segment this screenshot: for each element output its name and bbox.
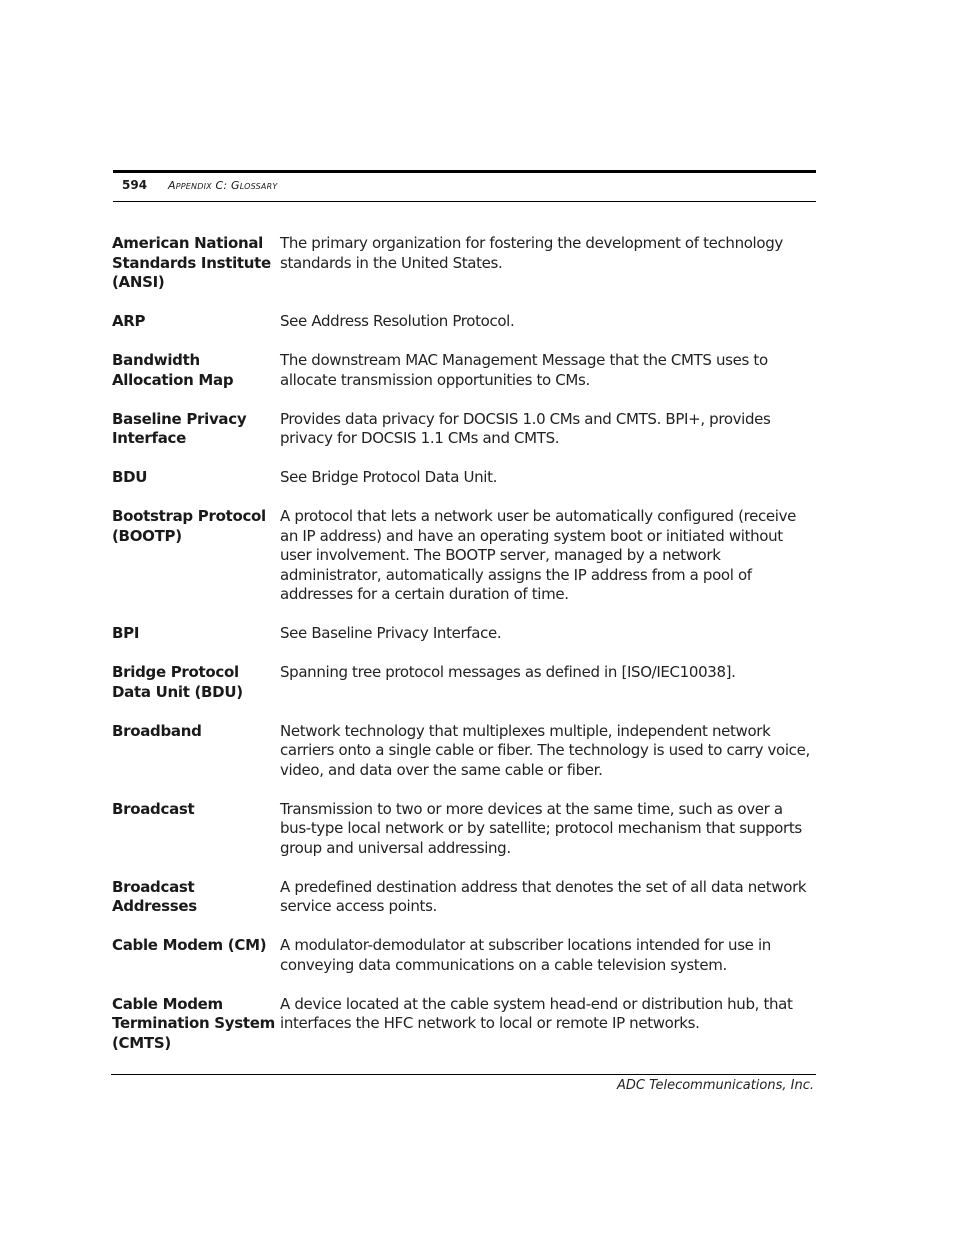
glossary-term: Cable Modem Termination System (CMTS): [112, 994, 275, 1052]
header-bottom-rule: [113, 201, 816, 202]
glossary-term: American National Standards Institute (ANSI): [112, 234, 271, 291]
glossary-entry: [112, 800, 816, 859]
page-number: 594: [122, 178, 148, 192]
glossary-term: Bootstrap Protocol (BOOTP): [112, 507, 266, 545]
footer-company: ADC Telecommunications, Inc.: [617, 1078, 814, 1093]
glossary-term: BDU: [112, 468, 148, 486]
glossary-term: Bridge Protocol Data Unit (BDU): [112, 663, 243, 701]
glossary-definition: Transmission to two or more devices at the same time, such as over a bus-type local network or by satellite; protocol mechanism that supports group and universal addressing.: [280, 799, 802, 857]
glossary-term: Bandwidth Allocation Map: [112, 351, 234, 389]
glossary-term: ARP: [112, 312, 146, 330]
glossary-definition: The primary organization for fostering the development of technology standards in the United States.: [280, 234, 783, 272]
glossary-definition: Spanning tree protocol messages as defined in [ISO/IEC10038].: [280, 663, 736, 681]
glossary-term: BPI: [112, 624, 140, 642]
glossary-entry: [112, 507, 816, 605]
glossary-definition: See Address Resolution Protocol.: [280, 312, 515, 330]
glossary-definition: A modulator-demodulator at subscriber locations intended for use in conveying data communications on a cable television system.: [280, 936, 771, 974]
glossary-term: Broadcast: [112, 799, 195, 818]
footer-rule: [111, 1074, 816, 1075]
running-head: Appendix C: Glossary: [168, 179, 278, 192]
glossary-definition: A protocol that lets a network user be automatically configured (receive an IP address) and have an operating system boot or initiated without user involvement. The BOOTP server, managed by a network administrator, automatically assigns the IP address from a pool of addresses for a certain duration of time.: [280, 507, 796, 603]
glossary-entry: [112, 410, 816, 449]
glossary-entry: [112, 624, 816, 644]
glossary-definition: See Bridge Protocol Data Unit.: [280, 468, 498, 486]
glossary-entry: [112, 878, 816, 917]
header-top-rule: [113, 170, 816, 173]
glossary-entry: [112, 936, 816, 975]
glossary-entry: [112, 234, 816, 293]
glossary-definition: Provides data privacy for DOCSIS 1.0 CMs and CMTS. BPI+, provides privacy for DOCSIS 1.1 CMs and CMTS.: [280, 409, 771, 447]
glossary-definition: The downstream MAC Management Message that the CMTS uses to allocate transmission opportunities to CMs.: [280, 351, 768, 389]
glossary-entry: [112, 995, 816, 1054]
glossary-definition: A predefined destination address that denotes the set of all data network service access points.: [280, 877, 807, 915]
glossary-entry: [112, 722, 816, 781]
glossary-entry: [112, 468, 816, 488]
glossary-term: Broadcast Addresses: [112, 877, 197, 915]
glossary-definition: See Baseline Privacy Interface.: [280, 624, 502, 642]
glossary-list: [112, 234, 816, 1073]
glossary-entry: [112, 351, 816, 390]
glossary-term: Cable Modem (CM): [112, 936, 267, 954]
glossary-term: Broadband: [112, 721, 202, 740]
glossary-definition: Network technology that multiplexes multiple, independent network carriers onto a single cable or fiber. The technology is used to carry voice, video, and data over the same cable or fiber.: [280, 721, 810, 779]
glossary-entry: [112, 312, 816, 332]
glossary-entry: [112, 663, 816, 702]
glossary-term: Baseline Privacy Interface: [112, 409, 247, 447]
glossary-definition: A device located at the cable system head-end or distribution hub, that interfaces the HFC network to local or remote IP networks.: [280, 994, 793, 1032]
